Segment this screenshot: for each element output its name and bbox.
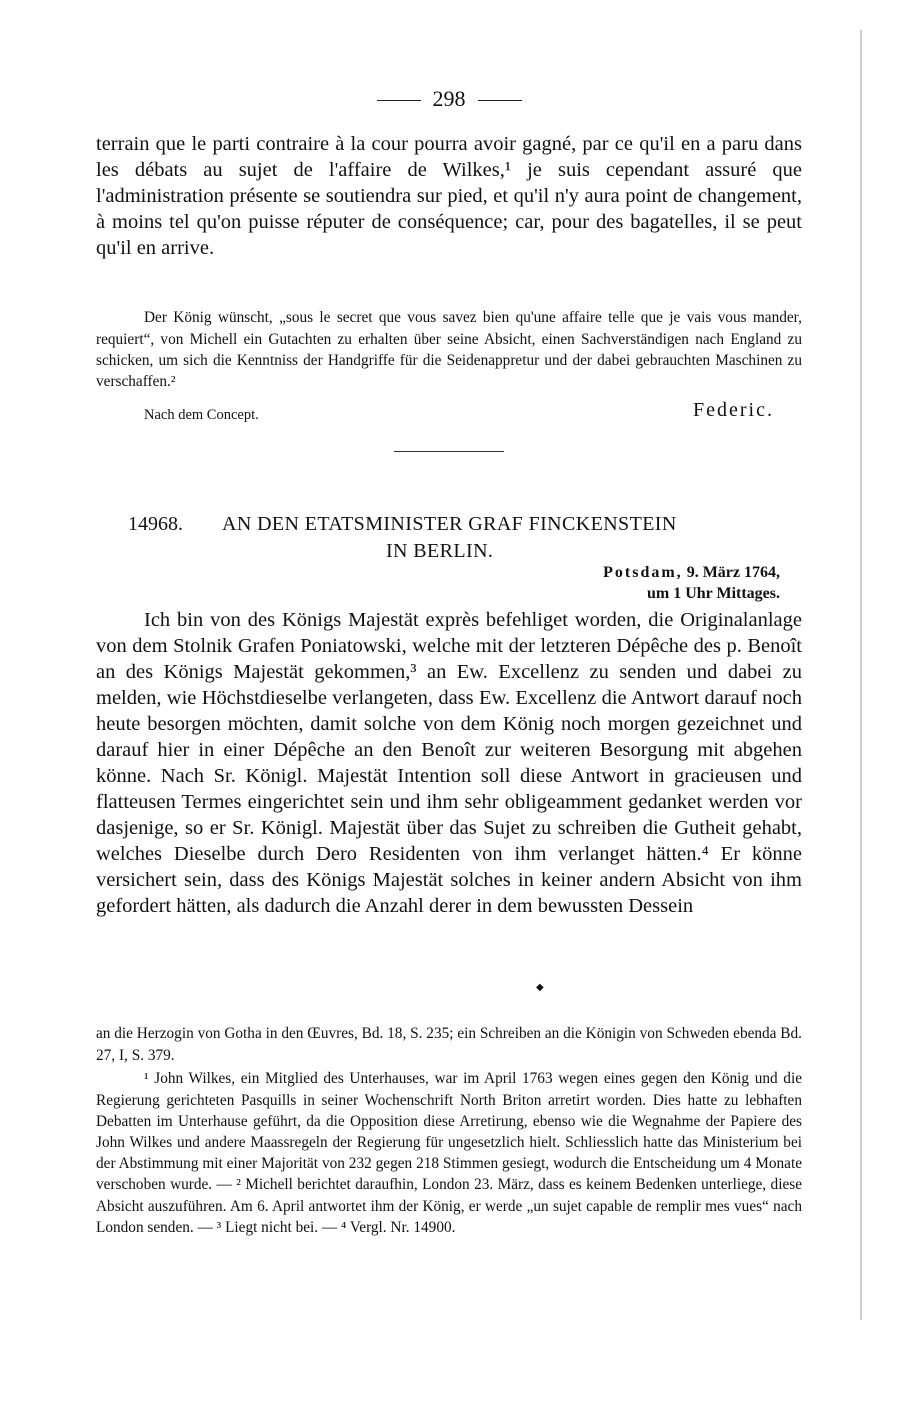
header-dash-left — [377, 100, 421, 101]
letter-date: 9. März 1764, — [686, 564, 780, 581]
letter-title-line1: AN DEN ETATSMINISTER GRAF FINCKENSTEIN — [222, 513, 677, 535]
letter-title-line2: IN BERLIN. — [386, 540, 494, 562]
letter-place: Potsdam, — [603, 564, 683, 581]
letter-number: 14968. — [128, 513, 183, 535]
print-mark: ◆ — [536, 982, 544, 993]
page-number: 298 — [432, 86, 466, 111]
signature: Federic. — [693, 399, 774, 421]
source-note: Nach dem Concept. — [144, 407, 259, 423]
signature-row — [96, 399, 802, 423]
letter-dateline — [603, 562, 780, 604]
page-header — [96, 86, 802, 112]
section-divider — [394, 451, 504, 452]
summary-note: Der König wünscht, „sous le secret que vous savez bien qu'une affaire telle que je vais vous mander, requiert“, von Michell ein Gutachten zu erhalten über seine Absicht, einen Sachverständigen nach England zu schicken, um sich die Kenntniss der Handgriffe für die Seidenappretur und der dabei gebrauchten Maschinen zu verschaffen.² — [96, 309, 802, 390]
scan-edge-line — [860, 30, 862, 1320]
header-dash-right — [478, 100, 522, 101]
footnote-continuation: an die Herzogin von Gotha in den Œuvres, Bd. 18, S. 235; ein Schreiben an die Königin von Schweden ebenda Bd. 27, I, S. 379. — [96, 1025, 802, 1064]
footnotes: ¹ John Wilkes, ein Mitglied des Unterhauses, war im April 1763 wegen eines gegen den König und die Regierung gerichteten Pasquills in seiner Wochenschrift North Briton arretirt worden. Dies hatte zu lebhaften Debatten im Unterhause geführt, da die Opposition diese Arretirung, ebenso wie die Wegnahme der Papiere des John Wilkes und andere Maassregeln der Regierung für ungesetzlich hielt. Schliesslich hatte das Ministerium bei der Abstimmung mit einer Majorität von 232 gegen 218 Stimmen gesiegt, wodurch die Entscheidung um 4 Monate verschoben wurde. — ² Michell berichtet daraufhin, London 23. März, dass es keinem Bedenken unterliege, diese Absicht auszuführen. Am 6. April antwortet ihm der König, er werde „un sujet capable de remplir mes vues“ nach London senden. — ³ Liegt nicht bei. — ⁴ Vergl. Nr. 14900. — [96, 1070, 802, 1236]
top-paragraph: terrain que le parti contraire à la cour pourra avoir gagné, par ce qu'il en a paru dans les débats au sujet de l'affaire de Wilkes,¹ je suis cependant assuré que l'administration présente se soutiendra sur pied, et qu'il n'y aura point de changement, à moins tel qu'on puisse réputer de conséquence; car, pour des bagatelles, il se peut qu'il en arrive. — [96, 133, 802, 259]
letter-time: um 1 Uhr Mittages. — [646, 585, 780, 602]
letter-body: Ich bin von des Königs Majestät exprès befehliget worden, die Originalanlage von dem Stolnik Grafen Poniatowski, welche mit der letzteren Dépêche des p. Benoît an des Königs Majestät gekommen,³ an Ew. Excellenz zu senden und dabei zu melden, wie Höchstdieselbe verlangeten, dass Ew. Excellenz die Antwort darauf noch heute besorgen möchten, damit solche von dem König noch morgen gezeichnet und darauf hier in einer Dépêche an den Benoît zur weiteren Besorgung mit abgehen könne. Nach Sr. Königl. Majestät Intention soll diese Antwort in gracieusen und flatteusen Termes eingerichtet sein und ihm sehr obligeamment gedanket werden vor dasjenige, so er Sr. Königl. Majestät über das Sujet zu schreiben die Gutheit gehabt, welches Dieselbe durch Dero Residenten von ihm verlanget hätten.⁴ Er könne versichert sein, dass des Königs Majestät solches in keiner andern Absicht von ihm gefordert hätten, als dadurch die Anzahl derer in dem bewussten Dessein — [96, 609, 802, 917]
